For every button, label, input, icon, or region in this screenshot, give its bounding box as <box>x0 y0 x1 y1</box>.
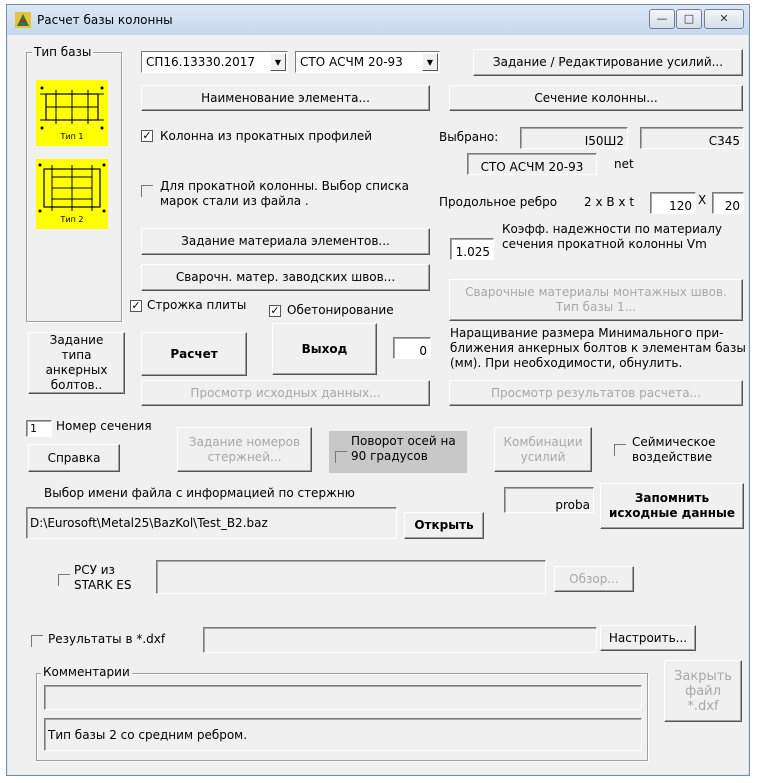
base-type-2-label: Тип 2 <box>60 215 84 224</box>
base-type-title: Тип базы <box>34 45 92 59</box>
section-number-input[interactable]: 1 <box>26 420 52 437</box>
rolled-column-label: Колонна из прокатных профилей <box>160 129 373 143</box>
base-type-1-label: Тип 1 <box>60 132 84 141</box>
minimize-button[interactable] <box>649 9 675 29</box>
exit-button[interactable]: Выход <box>272 323 377 375</box>
calc-button[interactable]: Расчет <box>141 332 247 376</box>
dxf-checkbox[interactable] <box>31 635 43 647</box>
rsu-path-field[interactable] <box>156 560 546 594</box>
anchor-type-button[interactable]: Задание типа анкерных болтов.. <box>28 332 125 394</box>
base-type-2-image[interactable] <box>36 159 108 229</box>
base-type-2-icon <box>36 159 108 217</box>
base-type-1-icon <box>36 80 108 136</box>
rib-x-label: X <box>698 193 707 207</box>
minimize-icon: — <box>656 12 668 25</box>
concreting-checkbox[interactable]: ✓ <box>270 304 280 317</box>
view-results-button[interactable]: Просмотр результатов расчета... <box>449 380 743 406</box>
planing-label: Строжка плиты <box>147 298 247 312</box>
assortment-select[interactable] <box>295 51 440 73</box>
file-name-field[interactable]: proba <box>504 487 594 513</box>
rolled-column-checkbox[interactable]: ✓ <box>142 129 152 142</box>
rib-formula: 2 x B x t <box>584 195 635 209</box>
reliability-label: Коэфф. надежности по материалу сечения прокатной колонны Vm <box>502 222 722 251</box>
anchor-gap-label: Наращивание размера Минимального при-ближения анкерных болтов к элементам базы (мм). При необходимости, обнулить. <box>450 326 746 370</box>
open-button[interactable]: Открыть <box>404 512 484 539</box>
selected-assortment-field: СТО АСЧМ 20-93 <box>467 153 597 175</box>
rib-b-input[interactable]: 120 <box>650 192 696 214</box>
weld-factory-button[interactable]: Сварочн. матер. заводских швов... <box>141 264 430 291</box>
maximize-icon: □ <box>683 12 695 25</box>
main-window <box>6 4 750 776</box>
view-input-button[interactable]: Просмотр исходных данных... <box>141 380 430 406</box>
anchor-gap-input[interactable]: 0 <box>393 337 431 359</box>
save-input-button[interactable]: Запомнить исходные данные <box>600 483 744 529</box>
dxf-label: Результаты в *.dxf <box>48 632 166 646</box>
planing-checkbox[interactable]: ✓ <box>131 299 141 312</box>
element-name-button[interactable]: Наименование элемента... <box>141 85 430 111</box>
concreting-label: Обетонирование <box>287 303 394 317</box>
selected-profile-field: I50Ш2 <box>520 127 628 149</box>
steel-file-checkbox[interactable] <box>141 185 153 197</box>
standard-value: СП16.13330.2017 <box>146 55 256 69</box>
steel-file-label: Для прокатной колонны. Выбор списка марок стали из файла . <box>160 179 409 208</box>
bar-numbers-button[interactable]: Задание номеров стержней... <box>177 427 312 472</box>
close-icon: ✕ <box>719 12 729 25</box>
forces-button[interactable]: Задание / Редактирование усилий... <box>473 49 743 76</box>
configure-button[interactable]: Настроить... <box>600 625 696 651</box>
selected-label: Выбрано: <box>439 130 499 144</box>
rotate-axes-label: Поворот осей на 90 градусов <box>351 434 456 463</box>
help-button[interactable]: Справка <box>28 444 120 472</box>
file-select-label: Выбор имени файла с информацией по стержню <box>44 486 355 500</box>
weld-site-button[interactable]: Сварочные материалы монтажных швов. Тип базы 1... <box>449 279 743 321</box>
column-section-button[interactable]: Сечение колонны... <box>449 85 743 111</box>
assortment-value: СТО АСЧМ 20-93 <box>300 55 403 69</box>
rsu-label: РСУ из STARK ES <box>74 563 132 592</box>
rotate-axes-checkbox[interactable] <box>335 451 347 463</box>
rotate-axes-box <box>329 431 467 473</box>
maximize-button[interactable] <box>676 9 702 29</box>
combinations-button[interactable]: Комбинации усилий <box>494 427 592 472</box>
rib-label: Продольное ребро <box>439 195 558 209</box>
rsu-checkbox[interactable] <box>58 574 70 586</box>
window-title: Расчет базы колонны <box>37 13 173 27</box>
rib-t-input[interactable]: 20 <box>712 192 744 214</box>
close-button[interactable] <box>704 9 744 29</box>
selected-steel-field: С345 <box>640 127 744 149</box>
material-button[interactable]: Задание материала элементов... <box>141 228 430 255</box>
reliability-input[interactable]: 1.025 <box>450 238 494 260</box>
title-bar <box>7 5 749 35</box>
close-dxf-button[interactable]: Закрыть файл *.dxf <box>664 660 742 722</box>
app-icon <box>15 12 31 28</box>
comment-line-2[interactable]: Тип базы 2 со средним ребром. <box>44 718 642 751</box>
chevron-down-icon: ▼ <box>422 53 438 71</box>
client-area <box>14 35 746 770</box>
section-number-label: Номер сечения <box>56 419 152 433</box>
base-type-1-image[interactable] <box>36 80 108 146</box>
seismic-checkbox[interactable] <box>614 444 626 456</box>
dxf-path-field[interactable] <box>203 627 597 653</box>
browse-button[interactable]: Обзор... <box>554 566 634 592</box>
net-label: net <box>614 157 634 171</box>
comments-title: Комментарии <box>43 665 130 679</box>
seismic-label: Сеймическое воздействие <box>632 435 716 464</box>
chevron-down-icon: ▼ <box>270 53 286 71</box>
standard-select[interactable] <box>141 51 288 73</box>
comment-line-1[interactable] <box>44 685 642 710</box>
file-path-field[interactable]: D:\Eurosoft\Metal25\BazKol\Test_B2.baz <box>26 507 397 539</box>
